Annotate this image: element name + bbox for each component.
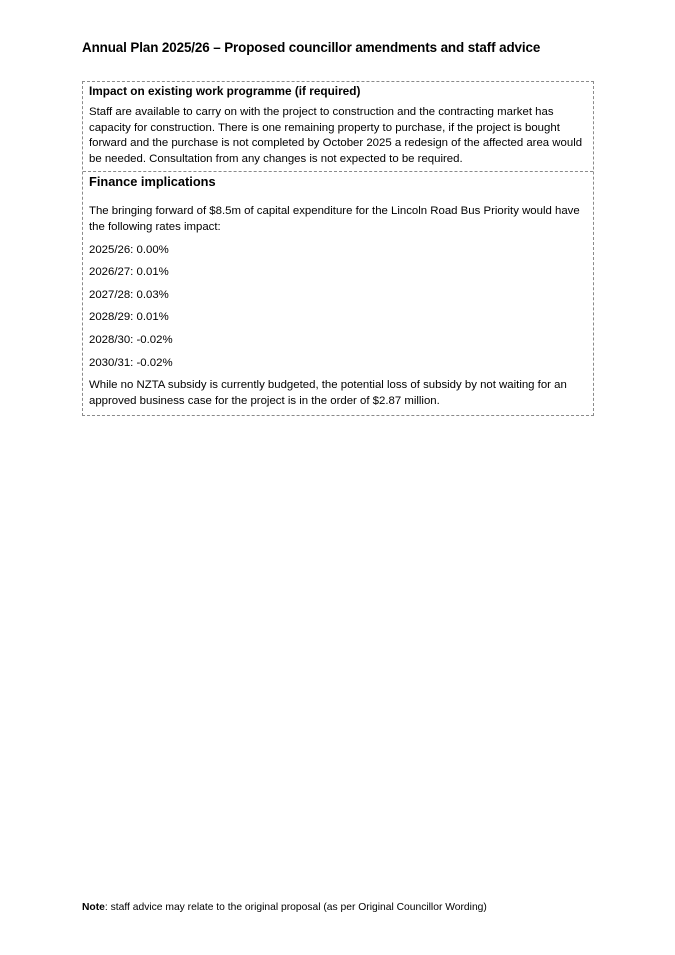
advice-table <box>82 81 594 416</box>
impact-body: Staff are available to carry on with the project to construction and the contracting market has capacity for construction. There is one remaining property to purchase, if the project is bought forward and the purchase is not completed by October 2025 a redesign of the affected area would be needed. Consultation from any changes is not expected to be required. <box>89 106 583 165</box>
footnote-label: Note <box>82 902 105 913</box>
finance-closing: While no NZTA subsidy is currently budgeted, the potential loss of subsidy by not waiting for an approved business case for the project is in the order of $2.87 million. <box>89 379 567 407</box>
rates-impact-item: 2028/30: -0.02% <box>89 333 173 346</box>
rates-impact-list <box>89 243 587 372</box>
finance-heading: Finance implications <box>89 174 216 190</box>
rates-impact-item: 2030/31: -0.02% <box>89 356 173 369</box>
impact-heading: Impact on existing work programme (if required) <box>89 84 361 98</box>
finance-section <box>83 171 593 409</box>
page-title: Annual Plan 2025/26 – Proposed councillor amendments and staff advice <box>82 40 541 55</box>
footnote-text: : staff advice may relate to the original proposal (as per Original Councillor Wording) <box>104 902 487 913</box>
rates-impact-item: 2027/28: 0.03% <box>89 288 169 301</box>
rates-impact-item: 2028/29: 0.01% <box>89 311 169 324</box>
impact-section <box>83 83 593 167</box>
finance-intro: The bringing forward of $8.5m of capital expenditure for the Lincoln Road Bus Priority would have the following rates impact: <box>89 205 580 233</box>
rates-impact-item: 2025/26: 0.00% <box>89 243 169 256</box>
rates-impact-item: 2026/27: 0.01% <box>89 266 169 279</box>
footnote <box>82 902 487 913</box>
